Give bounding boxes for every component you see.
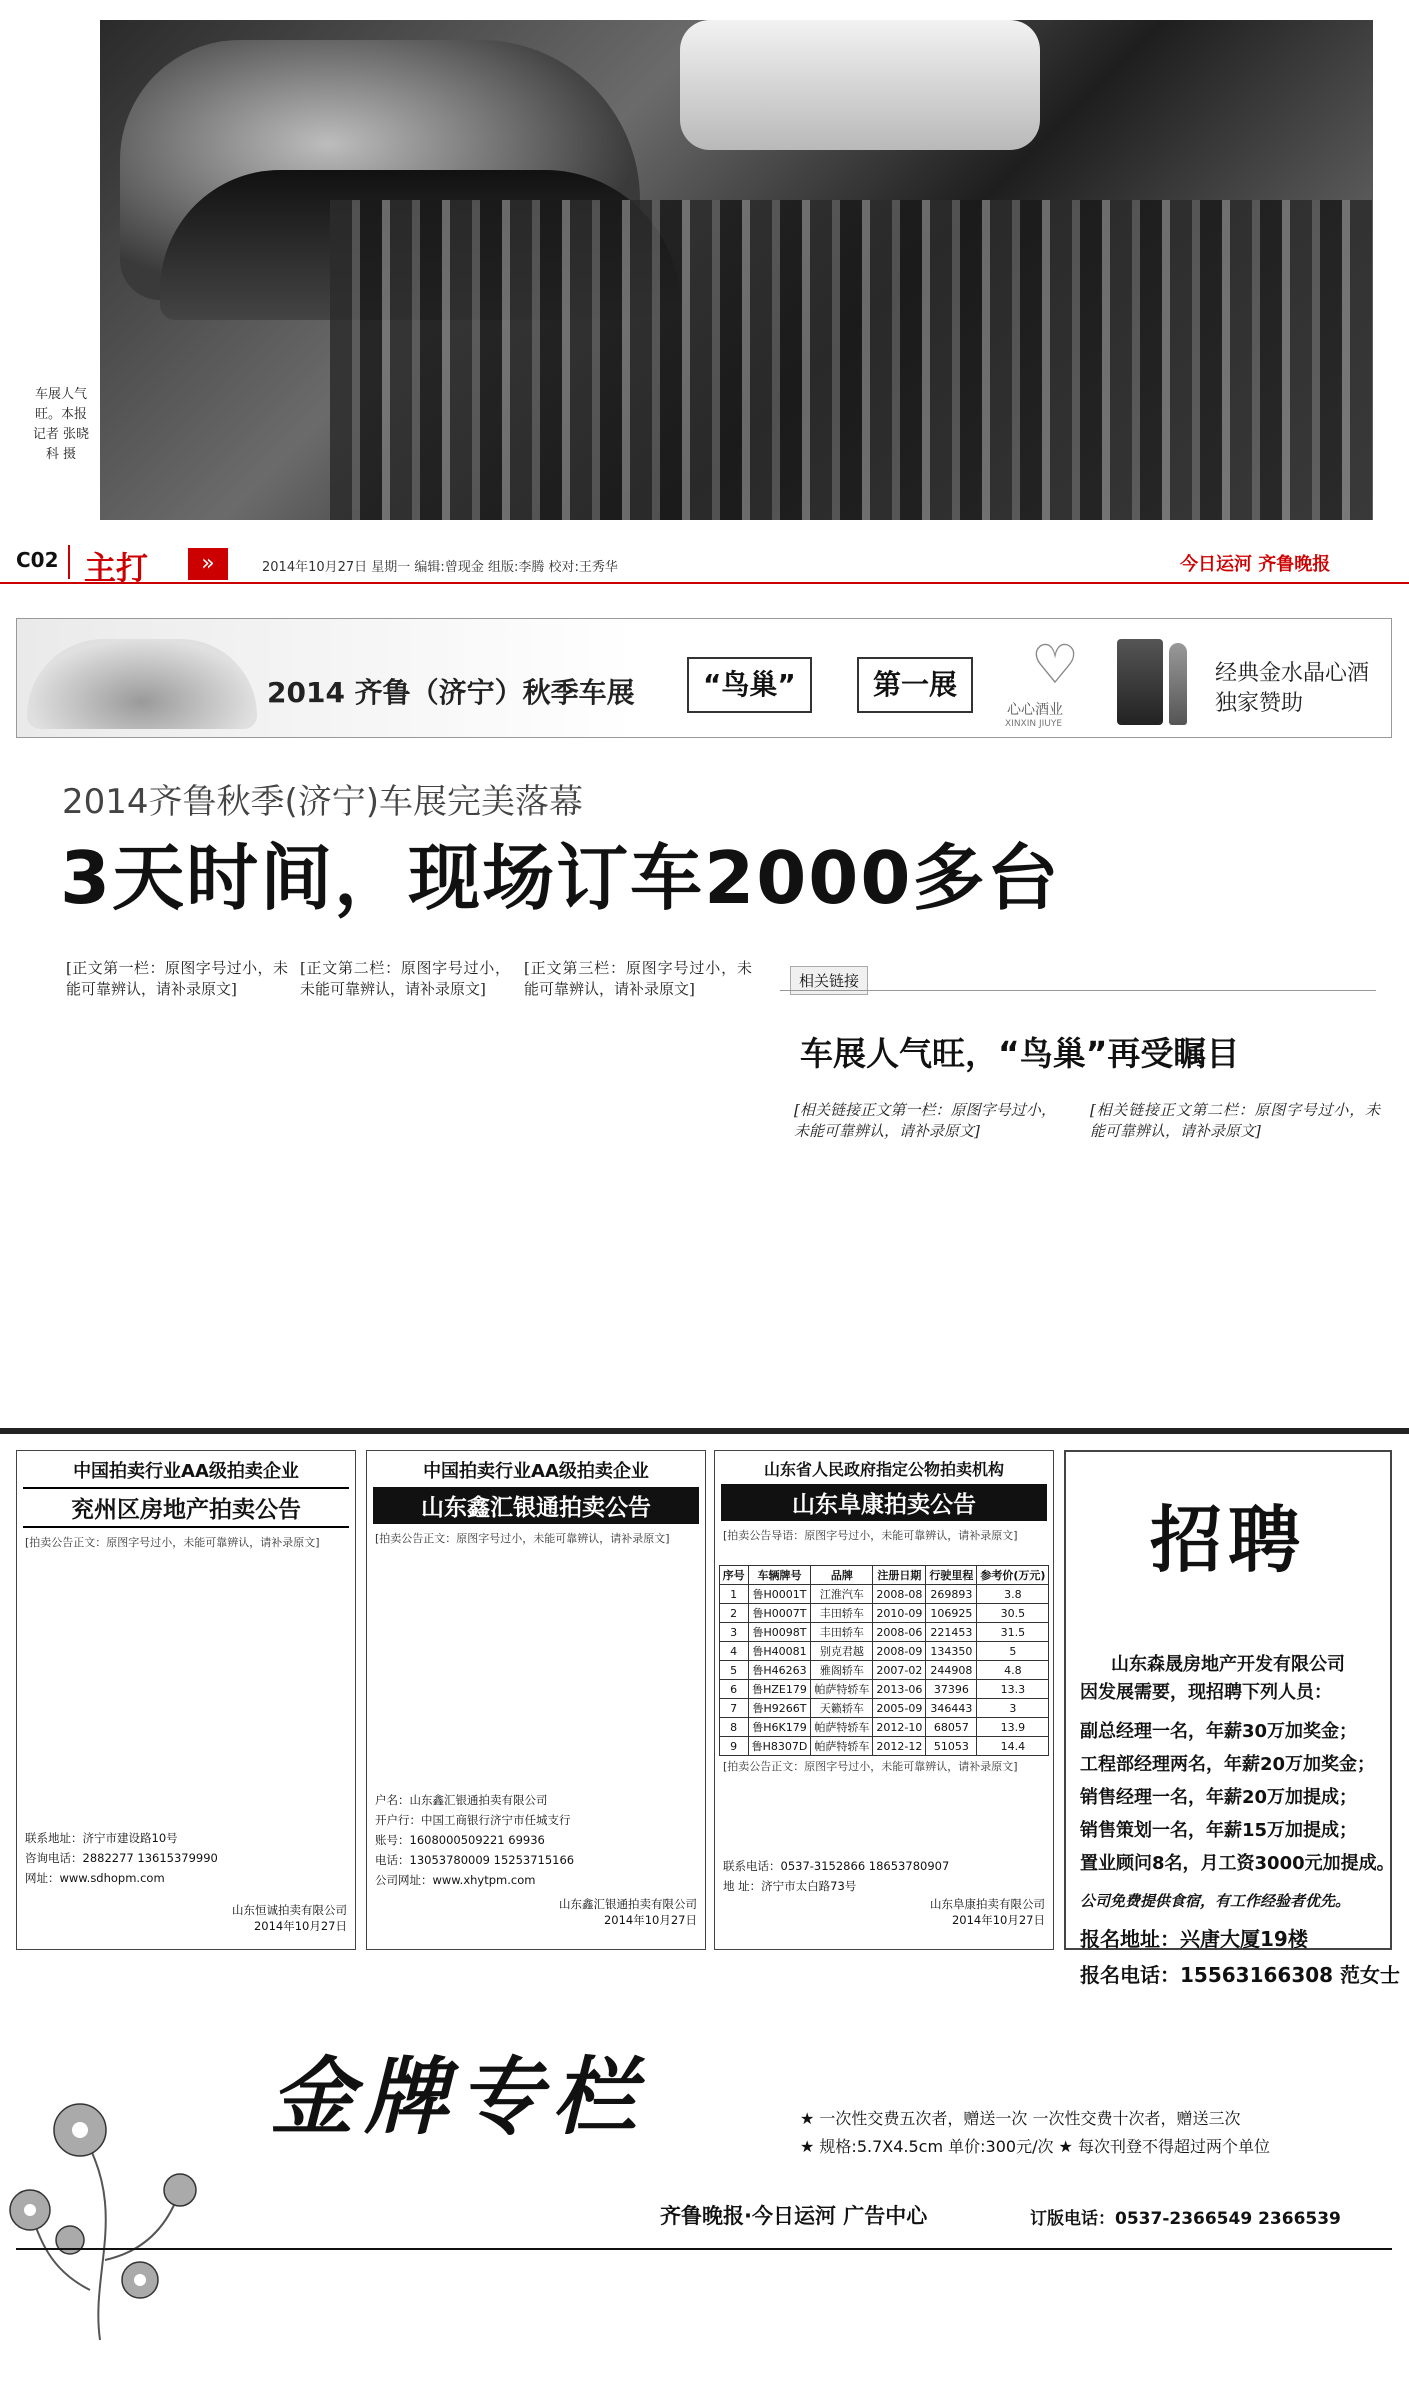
table-cell: 鲁H46263	[748, 1661, 811, 1680]
table-cell: 鲁H40081	[748, 1642, 811, 1661]
table-cell: 134350	[926, 1642, 977, 1661]
table-cell: 帕萨特轿车	[811, 1680, 873, 1699]
event-banner	[16, 618, 1392, 738]
table-cell: 鲁H0098T	[748, 1623, 811, 1642]
liquor-box-image	[1117, 639, 1163, 725]
ad-account-name: 户名：山东鑫汇银通拍卖有限公司	[375, 1793, 548, 1807]
table-cell: 14.4	[977, 1737, 1049, 1756]
auction-ad-yanzhou	[16, 1450, 356, 1950]
table-cell: 221453	[926, 1623, 977, 1642]
table-cell: 2008-06	[873, 1623, 926, 1642]
table-cell: 帕萨特轿车	[811, 1737, 873, 1756]
table-cell: 鲁H9266T	[748, 1699, 811, 1718]
recruitment-title: 招聘	[1149, 1497, 1306, 1582]
auction-ad-fukang	[714, 1450, 1054, 1950]
table-cell: 4.8	[977, 1661, 1049, 1680]
ad-body: [拍卖公告正文：原图字号过小，未能可靠辨认，请补录原文]	[723, 1760, 1018, 1773]
bottom-rule	[16, 2248, 1392, 2250]
heart-logo-icon: ♡	[1030, 633, 1080, 696]
column-header: 车辆牌号	[748, 1566, 811, 1585]
banner-box-diyizhan: 第一展	[857, 657, 973, 713]
job-item: 销售策划一名，年薪15万加提成；	[1080, 1820, 1358, 1841]
sidebar-column-2: [相关链接正文第二栏：原图字号过小，未能可靠辨认，请补录原文]	[1090, 1101, 1380, 1141]
article-column-1: [正文第一栏：原图字号过小，未能可靠辨认，请补录原文]	[66, 959, 288, 999]
banner-box-niaochao: “鸟巢”	[687, 657, 812, 713]
article-column-2: [正文第二栏：原图字号过小，未能可靠辨认，请补录原文]	[300, 959, 510, 999]
column-header: 品牌	[811, 1566, 873, 1585]
table-cell: 3.8	[977, 1585, 1049, 1604]
liquor-bottle-image	[1169, 643, 1187, 725]
chevron-icon: »	[188, 548, 228, 580]
table-cell: 2005-09	[873, 1699, 926, 1718]
ad-body: [拍卖公告正文：原图字号过小，未能可靠辨认，请补录原文]	[25, 1536, 320, 1549]
table-body	[719, 1585, 1049, 1756]
recruitment-intro: 因发展需要，现招聘下列人员：	[1080, 1682, 1332, 1703]
table-cell: 2012-10	[873, 1718, 926, 1737]
table-cell: 2013-06	[873, 1680, 926, 1699]
table-cell: 2010-09	[873, 1604, 926, 1623]
table-row	[719, 1680, 1049, 1699]
gold-column-title: 金牌专栏	[270, 2047, 647, 2146]
banner-title: 2014 齐鲁（济宁）秋季车展	[267, 676, 635, 709]
table-cell: 2008-08	[873, 1585, 926, 1604]
ad-phone: 联系电话：0537-3152866 18653780907	[723, 1859, 950, 1873]
ad-signature: 山东恒诚拍卖有限公司	[232, 1903, 347, 1917]
table-cell: 3	[719, 1623, 748, 1642]
ad-title: 兖州区房地产拍卖公告	[23, 1487, 349, 1528]
sidebar-rule	[780, 990, 1376, 991]
table-cell: 丰田轿车	[811, 1604, 873, 1623]
issue-meta: 2014年10月27日 星期一 编辑:曾现金 组版:李腾 校对:王秀华	[262, 560, 618, 575]
ad-signature: 山东阜康拍卖有限公司	[930, 1897, 1045, 1911]
brand-sub: XINXIN JIUYE	[1005, 719, 1063, 729]
table-row	[719, 1661, 1049, 1680]
table-cell: 51053	[926, 1737, 977, 1756]
article-headline: 3天时间，现场订车2000多台	[60, 836, 1061, 920]
news-photo	[100, 20, 1373, 520]
sidebar-column-1: [相关链接正文第一栏：原图字号过小，未能可靠辨认，请补录原文]	[794, 1101, 1056, 1141]
table-row	[719, 1718, 1049, 1737]
sponsor-text	[1215, 659, 1369, 719]
table-cell: 3	[977, 1699, 1049, 1718]
ad-website: 公司网址：www.xhytpm.com	[375, 1873, 536, 1887]
table-cell: 5	[719, 1661, 748, 1680]
recruitment-ad	[1064, 1450, 1401, 1987]
ad-title: 山东阜康拍卖公告	[721, 1484, 1047, 1521]
ad-intro: [拍卖公告导语：原图字号过小，未能可靠辨认，请补录原文]	[723, 1529, 1018, 1542]
header-divider	[68, 545, 70, 579]
table-header-row	[719, 1566, 1049, 1585]
table-cell: 江淮汽车	[811, 1585, 873, 1604]
table-cell: 1	[719, 1585, 748, 1604]
company-name: 山东森晟房地产开发有限公司	[1111, 1654, 1345, 1675]
table-cell: 13.9	[977, 1718, 1049, 1737]
table-cell: 5	[977, 1642, 1049, 1661]
apply-address: 报名地址：兴唐大厦19楼	[1080, 1927, 1308, 1951]
related-link-tag: 相关链接	[790, 966, 868, 995]
promo-line-1: ★ 一次性交费五次者，赠送一次 一次性交费十次者，赠送三次	[800, 2109, 1241, 2128]
ad-subtitle: 中国拍卖行业AA级拍卖企业	[73, 1461, 299, 1482]
recruitment-note: 公司免费提供食宿，有工作经验者优先。	[1080, 1892, 1351, 1910]
table-cell: 2007-02	[873, 1661, 926, 1680]
ad-signature: 山东鑫汇银通拍卖有限公司	[559, 1897, 697, 1911]
apply-phone: 报名电话：15563166308 范女士	[1080, 1963, 1401, 1987]
table-row	[719, 1604, 1049, 1623]
ad-center: 齐鲁晚报·今日运河 广告中心	[660, 2204, 928, 2228]
table-cell: 鲁H6K179	[748, 1718, 811, 1737]
job-item: 销售经理一名，年薪20万加提成；	[1080, 1787, 1358, 1808]
ad-date: 2014年10月27日	[253, 1919, 347, 1933]
ad-title: 山东鑫汇银通拍卖公告	[373, 1487, 699, 1524]
table-cell: 鲁HZE179	[748, 1680, 811, 1699]
article-kicker: 2014齐鲁秋季(济宁)车展完美落幕	[62, 782, 584, 822]
ad-date: 2014年10月27日	[603, 1913, 697, 1927]
ad-bank: 开户行：中国工商银行济宁市任城支行	[375, 1813, 571, 1827]
table-cell: 269893	[926, 1585, 977, 1604]
job-item: 工程部经理两名，年薪20万加奖金；	[1080, 1754, 1376, 1775]
sponsor-line-2: 独家赞助	[1215, 691, 1304, 716]
ad-subtitle: 山东省人民政府指定公物拍卖机构	[763, 1460, 1004, 1479]
table-cell: 帕萨特轿车	[811, 1718, 873, 1737]
table-row	[719, 1699, 1049, 1718]
table-row	[719, 1585, 1049, 1604]
table-cell: 雅阁轿车	[811, 1661, 873, 1680]
masthead: 今日运河 齐鲁晚报	[1180, 554, 1331, 575]
table-cell: 106925	[926, 1604, 977, 1623]
table-cell: 天籁轿车	[811, 1699, 873, 1718]
table-cell: 346443	[926, 1699, 977, 1718]
column-header: 注册日期	[873, 1566, 926, 1585]
auction-ad-xinhui	[366, 1450, 706, 1950]
page-number: C02	[16, 548, 59, 572]
ad-subtitle: 中国拍卖行业AA级拍卖企业	[423, 1461, 649, 1482]
table-cell: 鲁H0007T	[748, 1604, 811, 1623]
table-cell: 鲁H8307D	[748, 1737, 811, 1756]
section-title: 主打	[84, 549, 149, 587]
sponsor-line-1: 经典金水晶心酒	[1215, 661, 1370, 686]
table-cell: 别克君越	[811, 1642, 873, 1661]
table-cell: 鲁H0001T	[748, 1585, 811, 1604]
table-cell: 244908	[926, 1661, 977, 1680]
photo-caption: 车展人气旺。本报记者 张晓科 摄	[32, 387, 90, 462]
table-cell: 68057	[926, 1718, 977, 1737]
sidebar-headline: 车展人气旺，“鸟巢”再受瞩目	[800, 1034, 1240, 1073]
column-header: 序号	[719, 1566, 748, 1585]
flower-decoration-icon	[10, 2090, 190, 2350]
car-silhouette	[680, 20, 1040, 150]
table-cell: 30.5	[977, 1604, 1049, 1623]
crowd-silhouette	[330, 200, 1373, 520]
table-row	[719, 1623, 1049, 1642]
brand-name: 心心酒业	[1007, 702, 1063, 718]
job-item: 副总经理一名，年薪30万加奖金；	[1080, 1721, 1358, 1742]
table-cell: 7	[719, 1699, 748, 1718]
job-list	[1066, 1715, 1395, 1880]
article-column-3: [正文第三栏：原图字号过小，未能可靠辨认，请补录原文]	[524, 959, 752, 999]
booking-phone: 订版电话：0537-2366549 2366539	[1030, 2209, 1341, 2229]
ad-date: 2014年10月27日	[951, 1913, 1045, 1927]
section-divider	[0, 1428, 1409, 1434]
table-cell: 2012-12	[873, 1737, 926, 1756]
table-cell: 37396	[926, 1680, 977, 1699]
ad-address: 联系地址：济宁市建设路10号	[25, 1831, 178, 1845]
table-cell: 13.3	[977, 1680, 1049, 1699]
table-cell: 4	[719, 1642, 748, 1661]
column-header: 行驶里程	[926, 1566, 977, 1585]
table-cell: 2	[719, 1604, 748, 1623]
job-item: 置业顾问8名，月工资3000元加提成。	[1080, 1853, 1395, 1874]
ad-phone: 电话：13053780009 15253715166	[375, 1853, 575, 1867]
ad-account-number: 账号：1608000509221 69936	[375, 1833, 545, 1847]
ad-website: 网址：www.sdhopm.com	[25, 1871, 165, 1885]
column-header: 参考价(万元)	[977, 1566, 1049, 1585]
table-cell: 8	[719, 1718, 748, 1737]
table-row	[719, 1737, 1049, 1756]
stadium-illustration	[27, 639, 257, 729]
promo-line-2: ★ 规格:5.7X4.5cm 单价:300元/次 ★ 每次刊登不得超过两个单位	[800, 2137, 1270, 2156]
ad-address: 地 址：济宁市太白路73号	[723, 1879, 857, 1893]
table-cell: 9	[719, 1737, 748, 1756]
table-cell: 丰田轿车	[811, 1623, 873, 1642]
table-cell: 2008-09	[873, 1642, 926, 1661]
table-cell: 31.5	[977, 1623, 1049, 1642]
ad-body: [拍卖公告正文：原图字号过小，未能可靠辨认，请补录原文]	[375, 1532, 670, 1545]
table-cell: 6	[719, 1680, 748, 1699]
ad-phone: 咨询电话：2882277 13615379990	[25, 1851, 218, 1865]
table-row	[719, 1642, 1049, 1661]
vehicle-table	[719, 1565, 1050, 1756]
